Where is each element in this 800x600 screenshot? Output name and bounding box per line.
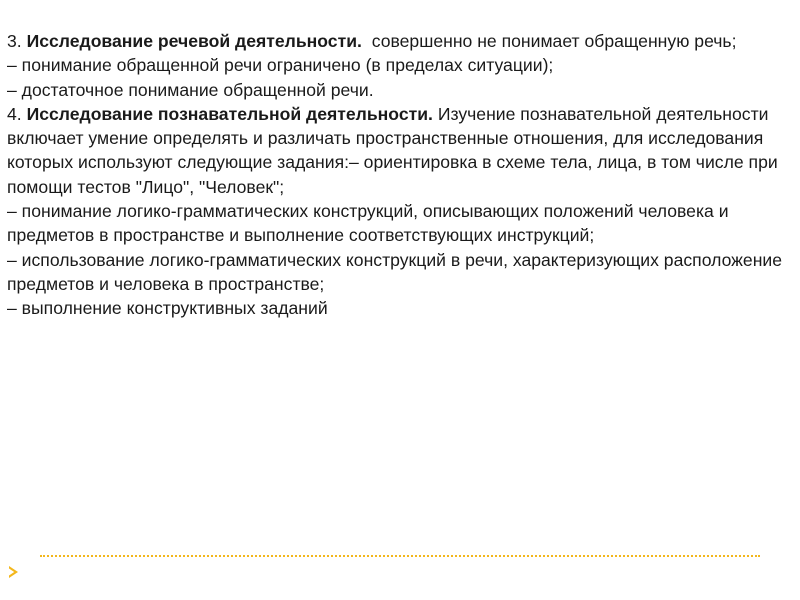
item-4-text: Изучение познавательной деятельности включает умение определять и различать пространственные отношения, для исследования которых используют следующие задания:– ориентировка в схеме тела, лица, в том числе при помощи тестов "Лицо", "Человек";	[7, 103, 778, 197]
item-3-line-2: – достаточное понимание обращенной речи.	[7, 79, 374, 100]
item-4-heading: Исследование познавательной деятельности.	[26, 103, 433, 124]
slide-body-text	[7, 29, 793, 321]
item-4-paragraph	[7, 102, 793, 199]
item-3-paragraph	[7, 29, 793, 53]
item-4-line-2: – использование логико-грамматических конструкций в речи, характеризующих расположение предметов и человека в пространстве;	[7, 249, 783, 294]
item-3-heading: Исследование речевой деятельности.	[26, 31, 362, 51]
item-4-line-1: – понимание логико-грамматических конструкций, описывающих положений человека и предметов в пространстве и выполнение соответствующих инструкций;	[7, 201, 729, 246]
item-4-number: 4.	[7, 103, 22, 124]
item-3-line-1: – понимание обращенной речи ограничено (в пределах ситуации);	[7, 55, 554, 76]
footer-dotted-divider	[40, 555, 760, 557]
play-arrow-icon[interactable]	[6, 565, 20, 579]
item-4-line-3: – выполнение конструктивных заданий	[7, 298, 328, 319]
item-3-text: совершенно не понимает обращенную речь;	[371, 31, 737, 51]
item-3-number: 3.	[7, 31, 22, 51]
